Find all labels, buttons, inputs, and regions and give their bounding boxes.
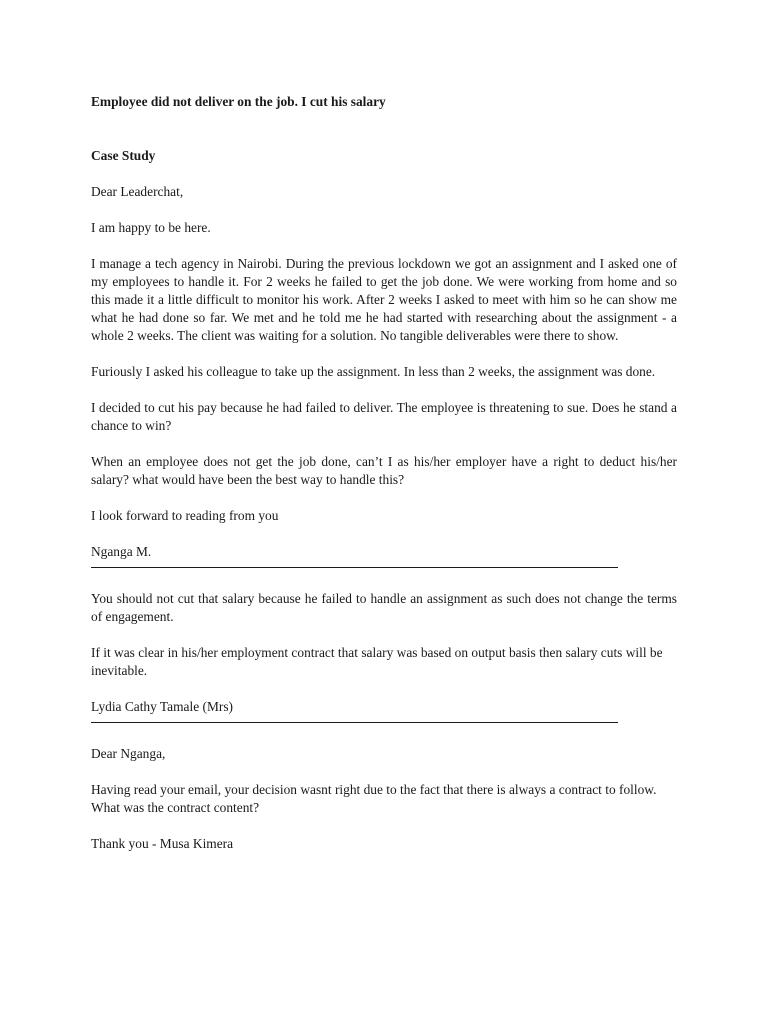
reply2-paragraph-2: What was the contract content? — [91, 800, 260, 815]
reply2-salutation: Dear Nganga, — [91, 746, 166, 761]
reply2-closing: Thank you - Musa Kimera — [91, 836, 234, 851]
divider-line — [91, 567, 618, 568]
reply1-signature: Lydia Cathy Tamale (Mrs) — [91, 699, 233, 714]
letter-signature: Nganga M. — [91, 544, 152, 559]
letter-paragraph-6: I look forward to reading from you — [91, 508, 279, 523]
letter-paragraph-3: Furiously I asked his colleague to take up the assignment. In less than 2 weeks, the assignment was done. — [91, 364, 656, 379]
divider-line — [91, 722, 618, 723]
document-subtitle: Case Study — [91, 148, 156, 163]
letter-salutation: Dear Leaderchat, — [91, 184, 184, 199]
document-title: Employee did not deliver on the job. I cut his salary — [91, 94, 386, 109]
letter-paragraph-2: I manage a tech agency in Nairobi. During the previous lockdown we got an assignment and I asked one of my employees to handle it. For 2 weeks he failed to get the job done. We were working from home and so this made it a little difficult to monitor his work. After 2 weeks I asked to meet with him so he can show me what he had done so far. We met and he told me he had started with researching about the assignment - a whole 2 weeks. The client was waiting for a solution. No tangible deliverables were there to show. — [91, 256, 677, 343]
letter-paragraph-1: I am happy to be here. — [91, 220, 211, 235]
reply1-paragraph-2: If it was clear in his/her employment contract that salary was based on output basis then salary cuts will be inevitable. — [91, 645, 663, 678]
letter-paragraph-5: When an employee does not get the job done, can’t I as his/her employer have a right to deduct his/her salary? what would have been the best way to handle this? — [91, 454, 677, 487]
reply2-paragraph-1: Having read your email, your decision wasnt right due to the fact that there is always a contract to follow. — [91, 782, 657, 797]
letter-paragraph-4: I decided to cut his pay because he had failed to deliver. The employee is threatening to sue. Does he stand a chance to win? — [91, 400, 677, 433]
document-page — [91, 93, 677, 871]
reply1-paragraph-1: You should not cut that salary because he failed to handle an assignment as such does not change the terms of engagement. — [91, 591, 677, 624]
